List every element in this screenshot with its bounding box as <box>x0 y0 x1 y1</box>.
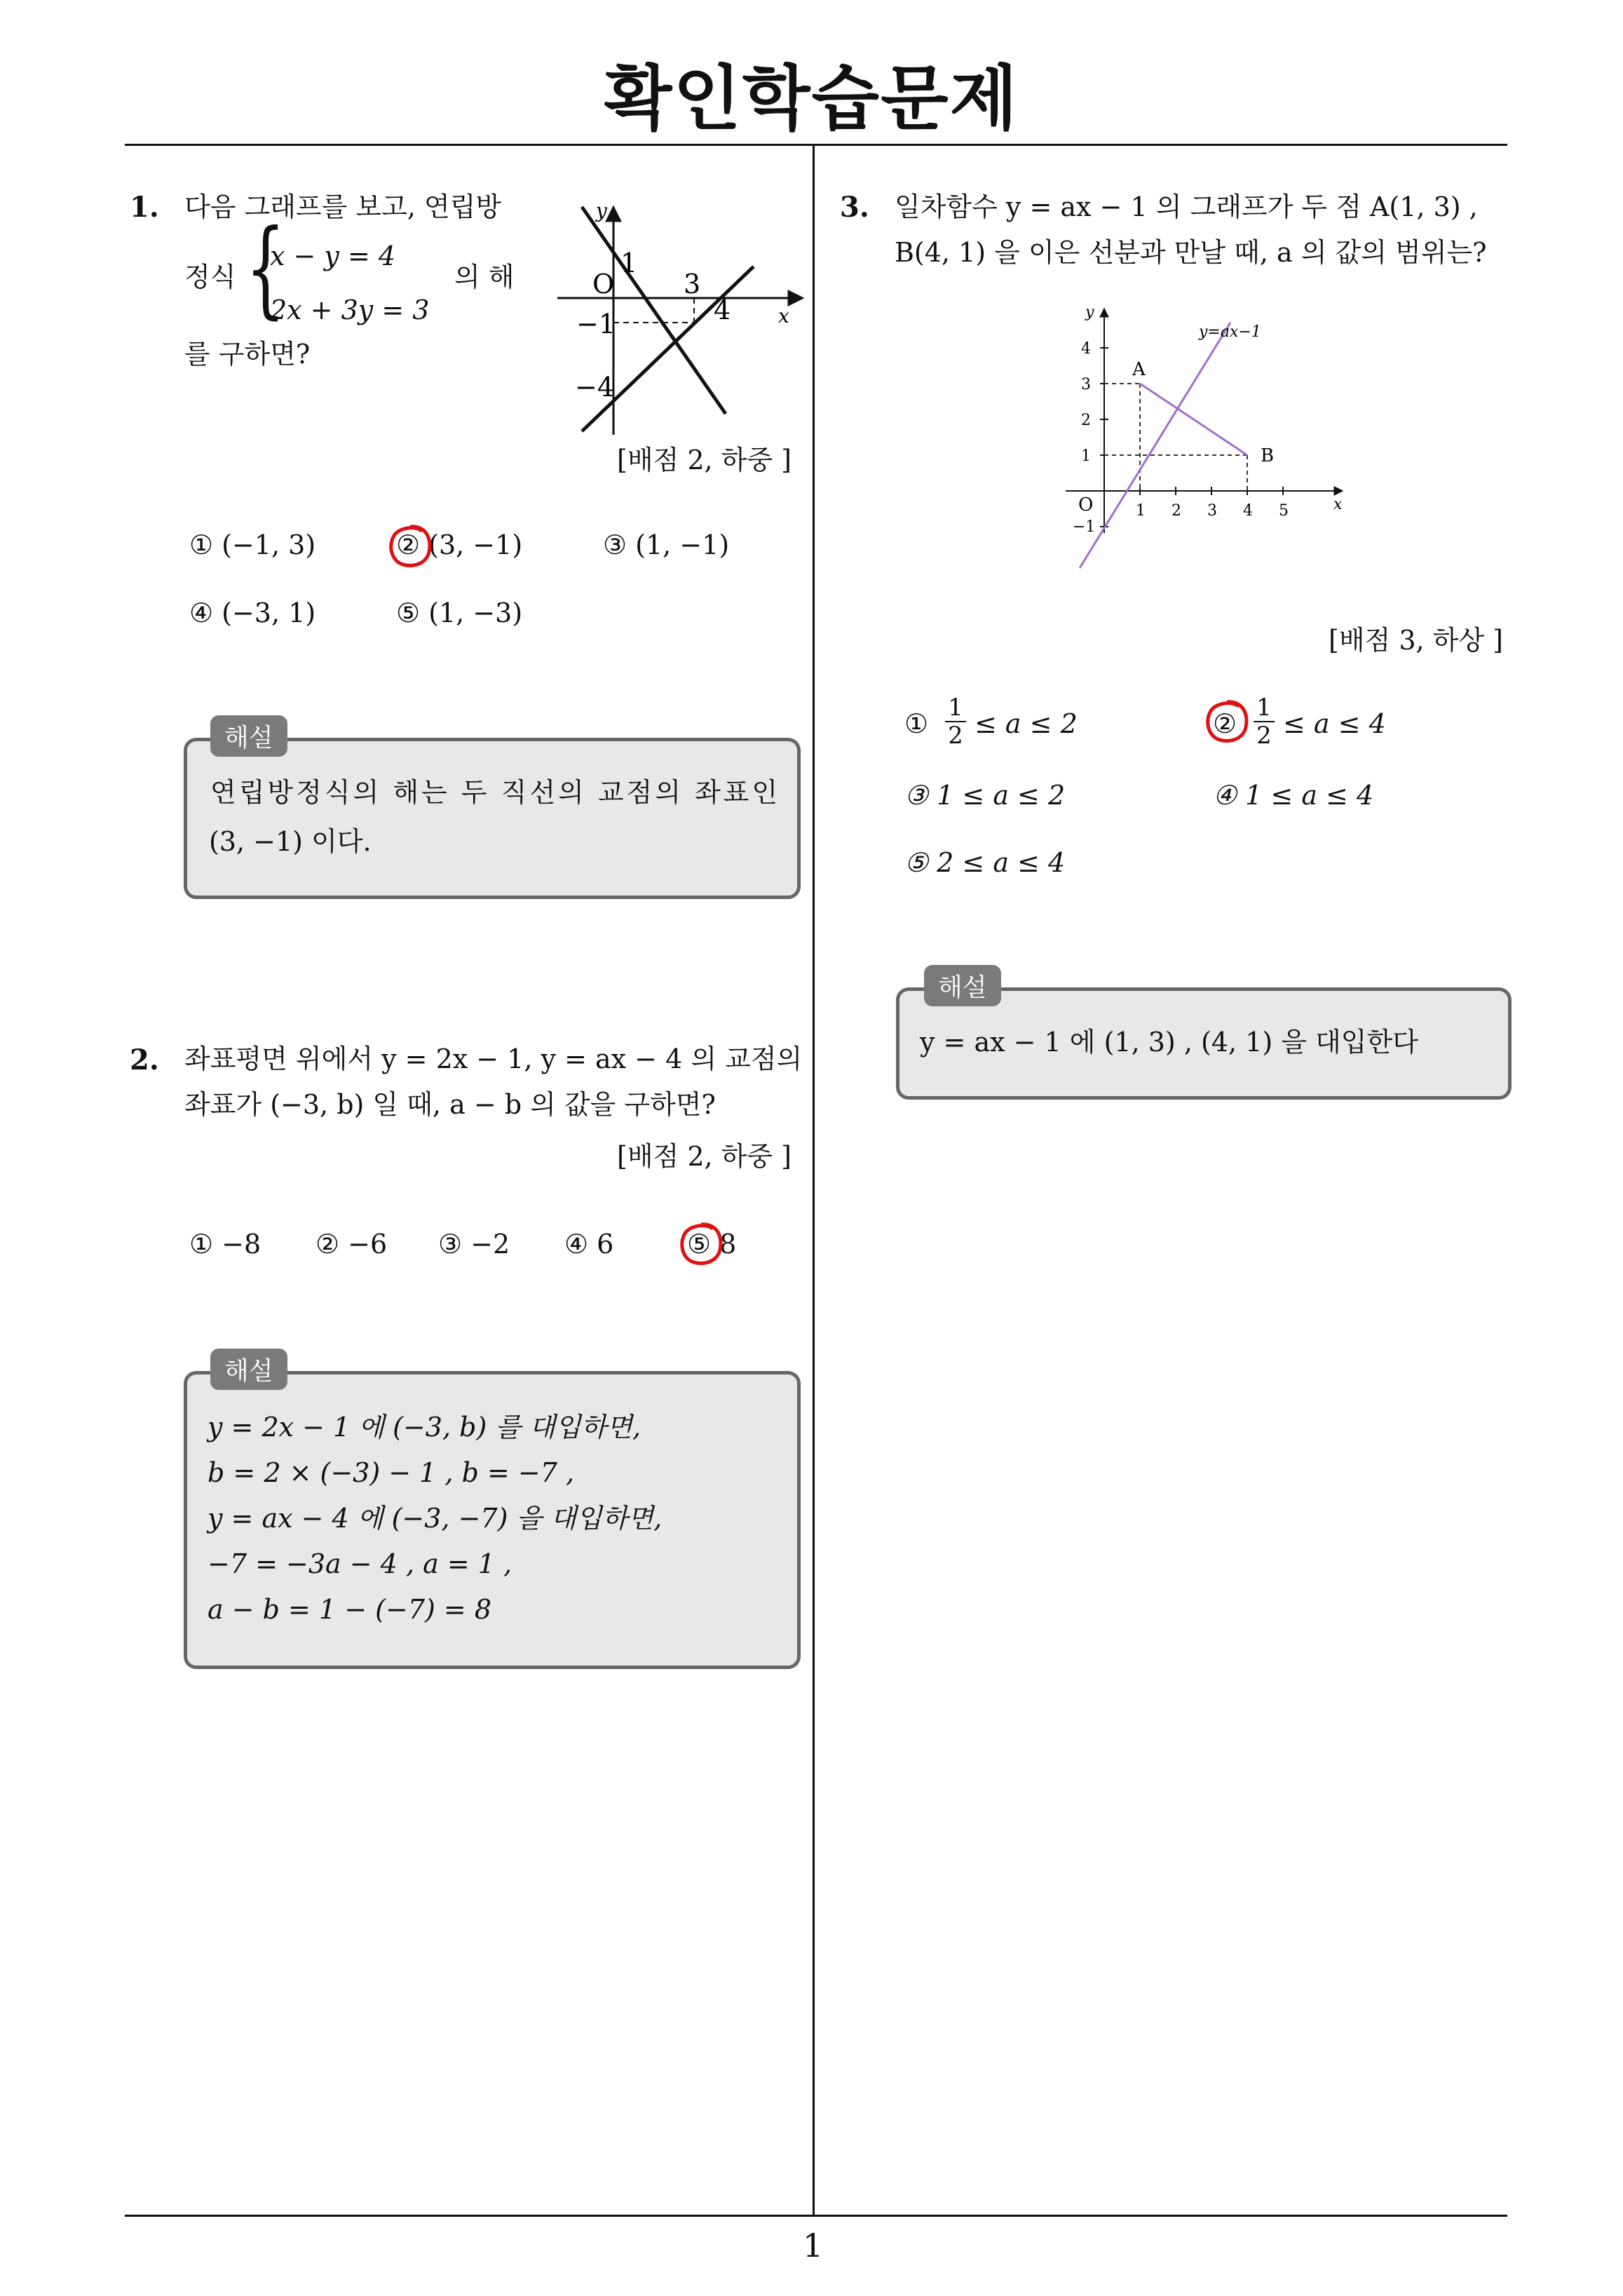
q3-text-line1: 일차함수 y = ax − 1 의 그래프가 두 점 A(1, 3) , <box>895 191 1478 222</box>
q3-label-x: x <box>1333 496 1343 513</box>
q3-xtick-2: 2 <box>1172 502 1181 520</box>
q1-explanation-tag: 해설 <box>210 715 287 757</box>
q1-answer-circle <box>386 522 435 572</box>
q3-choice-1-fraction <box>945 694 966 749</box>
q3-choice-1-denominator: 2 <box>948 722 963 750</box>
q3-score: [배점 3, 하상 ] <box>1329 625 1503 656</box>
q2-choice-4[interactable]: ④ 6 <box>564 1229 614 1260</box>
q2-explanation-line5: a − b = 1 − (−7) = 8 <box>208 1594 491 1625</box>
q3-graph <box>1066 302 1353 575</box>
q1-number: 1. <box>130 191 159 224</box>
q1-text-line3: 를 구하면? <box>184 339 311 370</box>
q2-explanation-line1: y = 2x − 1 에 (−3, b) 를 대입하면, <box>208 1412 641 1443</box>
q2-answer-circle <box>677 1220 726 1269</box>
q3-explanation-line1: y = ax − 1 에 (1, 3) , (4, 1) 을 대입한다 <box>920 1027 1418 1058</box>
q3-choice-1-numerator: 1 <box>945 694 966 722</box>
q2-explanation-line2: b = 2 × (−3) − 1 , b = −7 , <box>208 1457 575 1488</box>
q1-choice-1[interactable]: ① (−1, 3) <box>189 529 316 560</box>
q1-label-1: 1 <box>620 248 638 278</box>
q3-label-origin: O <box>1078 494 1094 515</box>
q2-explanation-line4: −7 = −3a − 4 , a = 1 , <box>208 1548 512 1579</box>
q2-score: [배점 2, 하중 ] <box>617 1141 792 1172</box>
q3-choice-1-rest: ≤ a ≤ 2 <box>975 708 1078 739</box>
q1-graph <box>554 196 820 442</box>
q1-label-y: y <box>596 199 607 222</box>
q1-label-origin: O <box>592 269 615 299</box>
q1-text-line1: 다음 그래프를 보고, 연립방 <box>184 191 502 222</box>
q3-number: 3. <box>840 191 869 224</box>
q1-choice-3[interactable]: ③ (1, −1) <box>603 529 730 560</box>
q3-ytick-4: 4 <box>1081 340 1091 358</box>
page-number: 1 <box>803 2227 824 2264</box>
q1-score: [배점 2, 하중 ] <box>617 445 792 475</box>
q3-xtick-5: 5 <box>1279 502 1289 520</box>
q1-label-3: 3 <box>684 269 701 299</box>
q3-xtick-4: 4 <box>1243 502 1253 520</box>
q1-choice-2[interactable]: ② (3, −1) <box>396 529 523 560</box>
q1-text-suffix: 의 해 <box>454 262 515 292</box>
q1-text-prefix: 정식 <box>184 262 236 292</box>
page-title: 확인학습문제 <box>604 58 1019 140</box>
q3-line-y=ax-1 <box>1080 323 1230 568</box>
q3-ytick-1: 1 <box>1081 447 1091 465</box>
q3-choice-2-numerator: 1 <box>1254 694 1275 722</box>
q1-choice-4[interactable]: ④ (−3, 1) <box>189 597 316 628</box>
q2-number: 2. <box>130 1044 159 1076</box>
q3-choice-3[interactable]: ③ 1 ≤ a ≤ 2 <box>904 780 1066 811</box>
q2-explanation-line3: y = ax − 4 에 (−3, −7) 을 대입하면, <box>208 1503 663 1534</box>
q3-label-B: B <box>1261 445 1275 466</box>
q3-explanation-tag: 해설 <box>924 965 1001 1006</box>
q3-label-line: y=ax−1 <box>1199 323 1261 341</box>
column-divider <box>813 144 815 2216</box>
q3-choice-5[interactable]: ⑤ 2 ≤ a ≤ 4 <box>904 847 1066 878</box>
q3-label-A: A <box>1132 359 1146 380</box>
q3-choice-1-mark: ① <box>904 708 929 739</box>
q2-explanation-tag: 해설 <box>210 1349 287 1390</box>
q3-answer-circle <box>1202 698 1251 747</box>
q3-ytick-3: 3 <box>1081 376 1091 393</box>
q2-text-line1: 좌표평면 위에서 y = 2x − 1, y = ax − 4 의 교점의 <box>184 1044 803 1074</box>
q1-label-neg1: −1 <box>576 309 616 339</box>
q1-equation-2: 2x + 3y = 3 <box>270 295 430 325</box>
q2-choice-2[interactable]: ② −6 <box>315 1229 388 1260</box>
q3-text-line2: B(4, 1) 을 이은 선분과 만날 때, a 의 값의 범위는? <box>895 237 1487 268</box>
q3-xtick-3: 3 <box>1207 502 1217 520</box>
q1-label-neg4: −4 <box>575 372 615 403</box>
q1-choice-5[interactable]: ⑤ (1, −3) <box>396 597 523 628</box>
q3-choice-2-fraction <box>1254 694 1275 749</box>
q1-label-4: 4 <box>714 295 731 325</box>
q1-system-brace: { <box>245 208 286 330</box>
q2-choice-1[interactable]: ① −8 <box>189 1229 262 1260</box>
q3-ytick-neg1: −1 <box>1073 518 1096 536</box>
q2-choice-5[interactable]: ⑤ 8 <box>687 1229 737 1260</box>
q3-choice-2-denominator: 2 <box>1256 722 1272 750</box>
q2-choice-3[interactable]: ③ −2 <box>438 1229 510 1260</box>
bottom-divider <box>125 2215 1507 2217</box>
q3-xtick-1: 1 <box>1136 502 1146 520</box>
q1-explanation-line2: (3, −1) 이다. <box>209 826 372 857</box>
q3-choice-2-mark: ② <box>1213 708 1237 739</box>
top-divider <box>125 144 1507 146</box>
q1-equation-1: x − y = 4 <box>270 241 396 271</box>
q1-explanation-line1: 연립방정식의 해는 두 직선의 교점의 좌표인 <box>210 777 781 808</box>
q3-label-y: y <box>1085 304 1094 321</box>
q3-choice-2-rest: ≤ a ≤ 4 <box>1283 708 1386 739</box>
q3-ytick-2: 2 <box>1081 412 1091 429</box>
q3-choice-4[interactable]: ④ 1 ≤ a ≤ 4 <box>1213 780 1374 811</box>
q1-explanation-box <box>184 738 801 899</box>
q2-text-line2: 좌표가 (−3, b) 일 때, a − b 의 값을 구하면? <box>184 1089 716 1120</box>
q1-label-x: x <box>778 304 789 327</box>
